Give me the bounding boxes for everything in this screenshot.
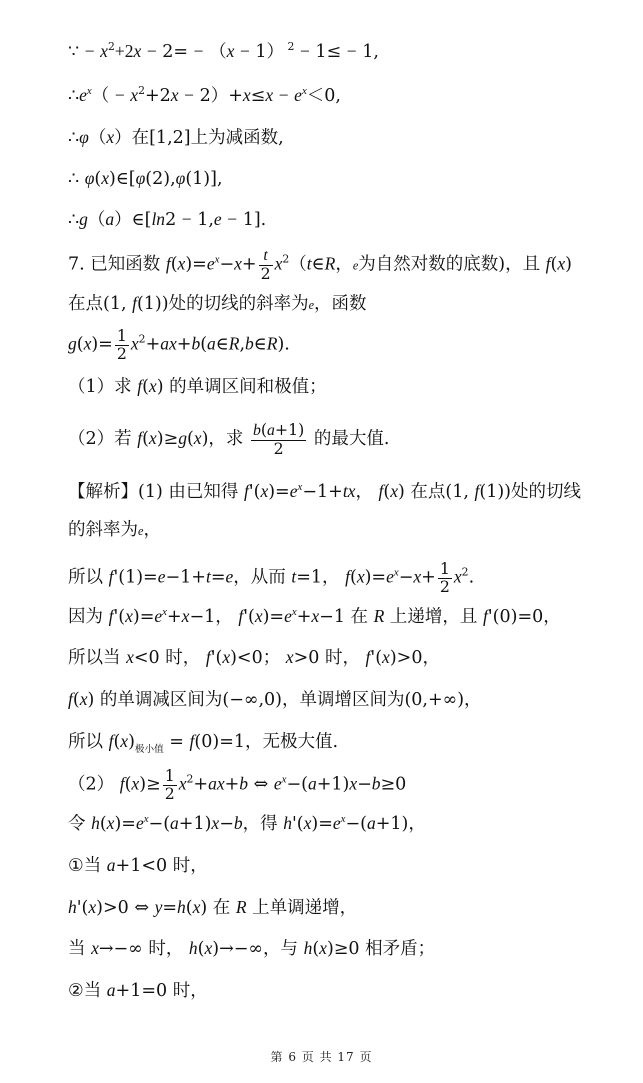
solution-line-7: 所以 $f(x)_{极小值} = f(0)=1$，无极大值. xyxy=(68,731,339,755)
solution-line-4: 因为 $f'(x)=e^x+x-1$， $f'(x)=e^x+x-1$ 在 R 上递增，且 f'(0)=0， xyxy=(68,606,561,627)
question-7-stem: 7. 已知函数 $f(x)=e^x-x+$ $\frac{t}{2}$ $x^2(t\in R$，e为自然对数的底数)，且 f(x) xyxy=(68,247,572,283)
solution-line-8: （2） f(x)≥ $\frac{1}{2}$ $x^2+ax+b$ ⇔ $e^x-(a+1)x-b\ge 0$ xyxy=(68,766,407,803)
text-line-1: ∵ − $x^2+2x - 2= - (x - 1) ^2 - 1\le - 1$, xyxy=(68,40,379,62)
solution-line-2: 的斜率为e， xyxy=(68,520,161,540)
solution-line-13: ②当 a+1=0 时， xyxy=(68,980,208,1001)
text-line-4: ∴ φ(x)∈[φ(2),φ(1)], xyxy=(68,168,223,189)
solution-line-11: h'(x)>0 ⇔ y=h(x) 在 R 上单调递增， xyxy=(68,897,358,918)
solution-line-9: 令 $h(x)=e^x-(a+1)x-b$，得 $h'(x)=e^x-(a+1)$， xyxy=(68,813,426,834)
text-line-3: ∴φ（x）在[1,2]上为减函数, xyxy=(68,127,284,148)
text-line-8: g(x)= $\frac{1}{2}$ $x^2+ax+b(a\in R,b\in R)$. xyxy=(68,326,290,363)
question-7-part-2: （2）若 f(x)≥g(x)，求 $\frac{b(a+1)}{2}$ 的最大值. xyxy=(68,420,390,458)
solution-line-1: 【解析】(1) 由已知得 $f'(x)=e^x-1+tx$， f(x) 在点(1, f(1))处的切线 xyxy=(68,481,581,502)
solution-line-5: 所以当 x<0 时， f'(x)<0； x>0 时， f'(x)>0， xyxy=(68,647,440,668)
solution-line-10: ①当 a+1<0 时， xyxy=(68,855,208,876)
solution-line-6: f(x) 的单调减区间为(−∞,0)，单调增区间为(0,+∞)， xyxy=(68,689,482,710)
question-7-part-1: （1）求 f(x) 的单调区间和极值； xyxy=(68,376,327,397)
solution-line-12: 当 x→−∞ 时， h(x)→−∞，与 h(x)≥0 相矛盾； xyxy=(68,938,436,959)
text-line-5: ∴g（a）∈[ln2 − 1,e − 1]. xyxy=(68,209,267,230)
solution-line-3: 所以 f'(1)=e−1+t=e，从而 t=1， $f(x)=e^x-x+$ $\frac{1}{2}$ $x^2$. xyxy=(68,559,475,596)
text-line-7: 在点(1, f(1))处的切线的斜率为e，函数 xyxy=(68,293,367,314)
text-line-2: $\therefore e^x( - x^2+2x - 2)+x\le x - e^x<0$, xyxy=(68,84,341,106)
page-footer: 第 6 页 共 17 页 xyxy=(270,1050,373,1064)
